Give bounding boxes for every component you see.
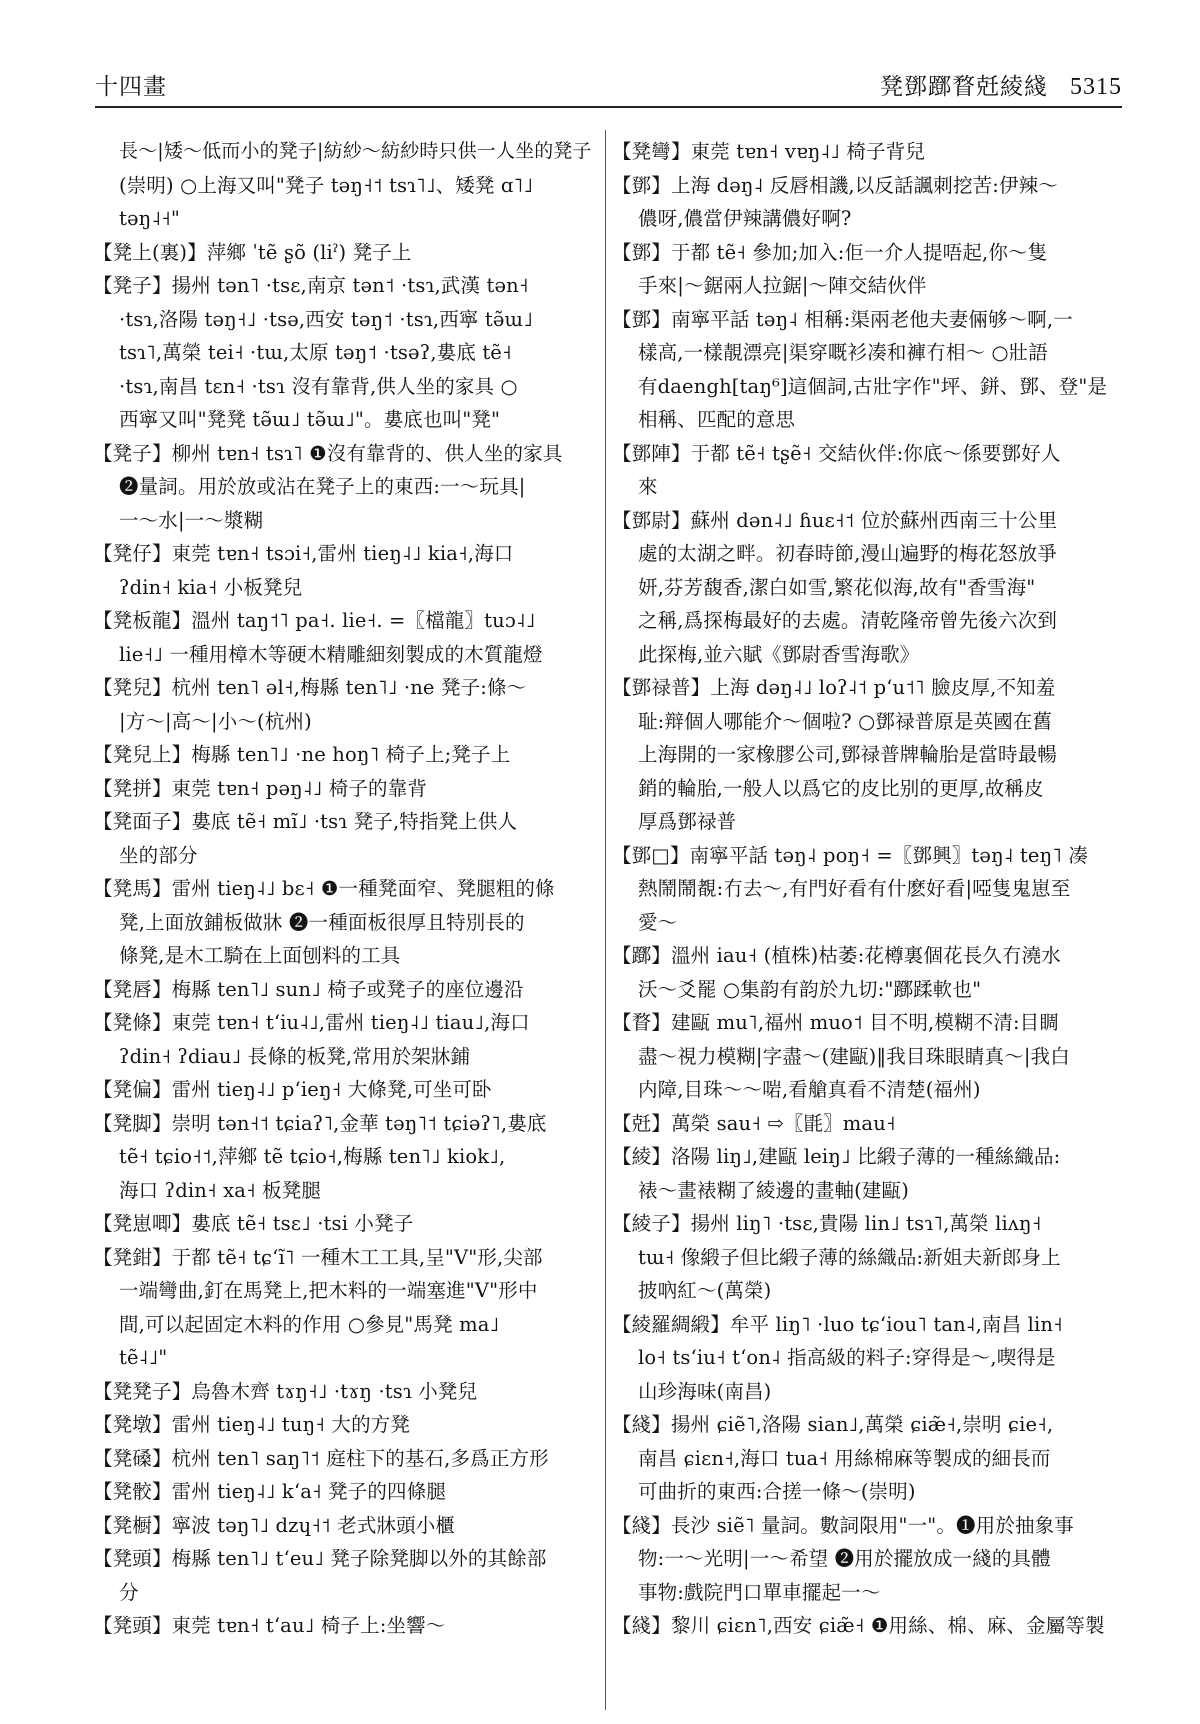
entry-continuation-line: 盡～視力模糊|字盡～(建甌)‖我目珠眼睛真～|我白 — [638, 1044, 1070, 1068]
entry-line: 【綫】揚州 ɕiẽ˥,洛陽 sian˩,萬榮 ɕiæ̃˧,崇明 ɕie˧, — [612, 1413, 1054, 1436]
entry-continuation-line: 有daengh[taŋ⁶]這個詞,古壯字作"坪、鉼、鄧、登"是 — [638, 374, 1108, 398]
entry-continuation-line: 上海開的一家橡膠公司,鄧禄普牌輪胎是當時最暢 — [638, 743, 1057, 766]
entry-continuation-line: ·tsɿ,洛陽 təŋ˧˩ ·tsə,西安 təŋ˦ ·tsɿ,西寧 tə̃ɯ˩ — [119, 307, 533, 331]
entry-continuation-line: 間,可以起固定木料的作用 ○參見"馬凳 ma˩ — [119, 1312, 500, 1336]
entry-line: 【凳板龍】溫州 taŋ˦˥ pa˧. lie˧. =〖檔龍〗tuɔ˨˩ — [93, 609, 536, 632]
entry-continuation-line: 西寧又叫"凳凳 tə̃ɯ˩ tə̃ɯ˩"。婁底也叫"凳" — [119, 408, 501, 431]
entry-line: 【鄧陣】于都 tẽ˧ tʂẽ˧ 交結伙伴:你底～係要鄧好人 — [612, 441, 1061, 465]
entry-line: 【綫】黎川 ɕiɛn˥,西安 ɕiæ̃˧ ❶用絲、棉、麻、金屬等製 — [612, 1614, 1105, 1637]
entry-continuation-line: ʔdin˧ kia˧ 小板凳兒 — [119, 575, 303, 599]
entry-line: 【鄧□】南寧平話 təŋ˨ poŋ˧ =〖鄧興〗təŋ˨ teŋ˥ 凑 — [612, 843, 1089, 867]
entry-continuation-line: 可曲折的東西:合搓一條～(崇明) — [638, 1480, 916, 1503]
entry-continuation-line: ʔdin˧ ʔdiau˩ 長條的板凳,常用於架牀鋪 — [119, 1044, 471, 1068]
page-number: 5315 — [1070, 74, 1122, 100]
entry-continuation-line: ❷量詞。用於放或沾在凳子上的東西:一～玩具| — [119, 475, 526, 498]
entry-line: 【凳凳子】烏魯木齊 tɤŋ˧˩ ·tɤŋ ·tsɿ 小凳兒 — [93, 1379, 478, 1403]
entry-line: 【凳頭】東莞 tɐn˧ tʻau˩ 椅子上:坐響～ — [93, 1614, 446, 1637]
entry-line: 【鄧】于都 tẽ˧ 參加;加入:佢一介人提唔起,你～隻 — [612, 240, 1048, 264]
entry-continuation-line: 愛～ — [638, 910, 678, 934]
entry-continuation-line: 海口 ʔdin˧ xa˧ 板凳腿 — [119, 1178, 322, 1202]
entry-line: 【凳上(裏)】萍鄉 ˈtẽ ʂõ (liˀ) 凳子上 — [93, 240, 412, 264]
entry-continuation-line: tẽ˧ tɕio˧˦,萍鄉 tẽ tɕio˧,梅縣 ten˥˩ kiok˩, — [119, 1145, 506, 1168]
entry-continuation-line: 凳,上面放鋪板做牀 ❷一種面板很厚且特別長的 — [119, 910, 525, 934]
entry-line: 【凳脚】崇明 tən˧˦ tɕiaʔ˥,金華 təŋ˥˦ tɕiəʔ˥,婁底 — [93, 1111, 547, 1135]
entry-continuation-line: 事物:戲院門口單車擺起一～ — [638, 1580, 881, 1604]
entry-line: 【凳唇】梅縣 ten˥˩ sun˩ 椅子或凳子的座位邊沿 — [93, 977, 524, 1001]
entry-continuation-line: lie˧˩ 一種用樟木等硬木精雕細刻製成的木質龍燈 — [119, 642, 543, 666]
entry-continuation-line: 耻:辩個人哪能介～個啦? ○鄧禄普原是英國在舊 — [638, 709, 1053, 733]
entry-line: 【䠬】溫州 iau˧ (植株)枯萎:花樽裏個花長久冇澆水 — [612, 944, 1061, 967]
entry-continuation-line: 熱鬧鬧覩:冇去～,有門好看有什麽好看|啞隻鬼崽至 — [638, 877, 1071, 900]
entry-line: 【凳條】東莞 tɐn˧ tʻiu˨˩,雷州 tieŋ˨˩ tiau˩,海口 — [93, 1011, 530, 1034]
entry-line: 【凳骹】雷州 tieŋ˨˩ kʻa˧ 凳子的四條腿 — [93, 1480, 447, 1503]
entry-continuation-line: 裱～畫裱糊了綾邊的畫軸(建甌) — [638, 1178, 909, 1202]
entry-line: 【凳兒上】梅縣 ten˥˩ ·ne hoŋ˥ 椅子上;凳子上 — [93, 743, 511, 766]
entry-line: 【凳拼】東莞 tɐn˧ pəŋ˨˩ 椅子的靠背 — [93, 776, 427, 800]
entry-continuation-line: 南昌 ɕiɛn˧,海口 tua˧ 用絲棉麻等製成的細長而 — [638, 1446, 1051, 1470]
entry-line: 【兛】萬榮 sau˧ ⇨〖毷〗mau˧ — [612, 1111, 896, 1135]
entry-line: 【凳子】揚州 tən˥ ·tsɛ,南京 tən˦ ·tsɿ,武漢 tən˧ — [93, 274, 529, 297]
entry-continuation-line: 銷的輪胎,一般人以爲它的皮比别的更厚,故稱皮 — [638, 776, 1044, 800]
column-divider — [605, 130, 606, 1710]
entry-continuation-line: 長～|矮～低而小的凳子|紡紗～紡紗時只供一人坐的凳子 — [119, 140, 592, 162]
entry-continuation-line: 之稱,爲探梅最好的去處。清乾隆帝曾先後六次到 — [638, 609, 1057, 632]
entry-continuation-line: 此探梅,並六賦《鄧尉香雪海歌》 — [638, 642, 920, 666]
entry-line: 【凳彎】東莞 tɐn˧ vɐŋ˨˩ 椅子背兒 — [612, 140, 925, 163]
entry-continuation-line: 條凳,是木工騎在上面刨料的工具 — [119, 944, 401, 967]
entry-continuation-line: 披吶紅～(萬榮) — [638, 1279, 772, 1302]
entry-continuation-line: 内障,目珠～～啱,看艙真看不清楚(福州) — [638, 1078, 981, 1101]
entry-continuation-line: 儂呀,儂當伊辣講儂好啊? — [638, 207, 852, 230]
running-header — [95, 62, 1122, 102]
entry-line: 【綾子】揚州 liŋ˥ ·tsɛ,貴陽 lin˩ tsɿ˥,萬榮 liʌŋ˧ — [612, 1212, 1042, 1235]
entry-line: 【凳頭】梅縣 ten˥˩ tʻeu˩ 凳子除凳脚以外的其餘部 — [93, 1547, 547, 1570]
entry-continuation-line: 來 — [638, 475, 658, 498]
entry-line: 【鄧】上海 dəŋ˨ 反唇相譏,以反話諷刺挖苦:伊辣～ — [612, 173, 1058, 197]
entry-line: 【綾羅綢緞】牟平 liŋ˥ ·luo tɕʻiou˥ tan˨,南昌 lin˧ — [612, 1312, 1063, 1336]
entry-continuation-line: 妍,芬芳馥香,潔白如雪,繁花似海,故有"香雪海" — [638, 575, 1036, 599]
entry-continuation-line: tsɿ˥,萬榮 tei˧ ·tɯ,太原 təŋ˦ ·tsəʔ,婁底 tẽ˧ — [119, 341, 512, 364]
right-column — [612, 135, 1124, 1643]
entry-continuation-line: tẽ˨˩" — [119, 1346, 168, 1369]
header-rule — [95, 106, 1122, 108]
page-heading — [880, 68, 1122, 101]
entry-line: 【凳墩】雷州 tieŋ˨˩ tuŋ˧ 大的方凳 — [93, 1413, 411, 1436]
left-column — [93, 135, 598, 1643]
entry-continuation-line: 手來|～鋸兩人拉鋸|～陣交結伙伴 — [638, 274, 927, 297]
entry-line: 【鄧尉】蘇州 dən˨˩ ɦuɛ˧˦ 位於蘇州西南三十公里 — [612, 508, 1058, 532]
entry-continuation-line: ·tsɿ,南昌 tɛn˧ ·tsɿ 沒有靠背,供人坐的家具 ○ — [119, 374, 518, 398]
entry-continuation-line: (崇明) ○上海又叫"凳子 təŋ˧˦ tsɿ˥˩、矮凳 ɑ˥˩ — [119, 173, 534, 197]
entry-line: 【鄧禄普】上海 dəŋ˨˩ loʔ˨˦ pʻu˦˥ 臉皮厚,不知羞 — [612, 676, 1056, 699]
entry-continuation-line: 沃～爻罷 ○集韵有韵於九切:"䠬蹂軟也" — [638, 977, 982, 1001]
section-title: 十四畫 — [95, 74, 167, 100]
entry-continuation-line: 相稱、匹配的意思 — [638, 408, 796, 431]
entry-continuation-line: 樣高,一樣靚漂亮|渠穿嘅衫凑和褲冇相～ ○壯語 — [638, 341, 1048, 364]
entry-continuation-line: |方～|高～|小～(杭州) — [119, 709, 312, 733]
entry-line: 【凳兒】杭州 ten˥ əl˧,梅縣 ten˥˩ ·ne 凳子:條～ — [93, 676, 527, 699]
entry-line: 【凳子】柳州 tɐn˧ tsɿ˥ ❶沒有靠背的、供人坐的家具 — [93, 441, 563, 465]
entry-line: 【綫】長沙 siẽ˥ 量詞。數詞限用"一"。❶用於抽象事 — [612, 1513, 1074, 1537]
entry-line: 【凳馬】雷州 tieŋ˨˩ bɛ˧ ❶一種凳面窄、凳腿粗的條 — [93, 877, 555, 900]
entry-line: 【凳橱】寧波 təŋ˥˩ dzɥ˧˦ 老式牀頭小櫃 — [93, 1513, 456, 1537]
entry-line: 【凳磉】杭州 ten˥ saŋ˥˦ 庭柱下的基石,多爲正方形 — [93, 1446, 549, 1470]
entry-line: 【凳偏】雷州 tieŋ˨˩ pʻieŋ˧ 大條凳,可坐可卧 — [93, 1078, 492, 1101]
entry-line: 【凳崽唧】婁底 tẽ˧ tsɛ˩ ·tsi 小凳子 — [93, 1212, 414, 1235]
entry-continuation-line: 分 — [119, 1580, 139, 1604]
entry-line: 【凳仔】東莞 tɐn˧ tsɔi˧,雷州 tieŋ˨˩ kia˧,海口 — [93, 542, 514, 565]
entry-continuation-line: 處的太湖之畔。初春時節,漫山遍野的梅花怒放爭 — [638, 542, 1057, 565]
entry-line: 【鄧】南寧平話 təŋ˨ 相稱:渠兩老他夫妻倆够～啊,一 — [612, 307, 1073, 331]
entry-continuation-line: 一端彎曲,釘在馬凳上,把木料的一端塞進"V"形中 — [119, 1279, 538, 1302]
entry-continuation-line: təŋ˨˧" — [119, 207, 181, 230]
entry-line: 【凳面子】婁底 tẽ˧ mĩ˩ ·tsɿ 凳子,特指凳上供人 — [93, 810, 518, 833]
entry-continuation-line: tɯ˧ 像緞子但比緞子薄的絲織品:新姐夫新郎身上 — [638, 1245, 1061, 1269]
entry-continuation-line: 山珍海味(南昌) — [638, 1379, 772, 1403]
entry-continuation-line: 一～水|一～漿糊 — [119, 508, 264, 532]
entry-line: 【綾】洛陽 liŋ˩,建甌 leiŋ˩ 比緞子薄的一種絲織品: — [612, 1145, 1061, 1168]
entry-continuation-line: 坐的部分 — [119, 843, 198, 867]
entry-continuation-line: lo˧ tsʻiu˧ tʻon˨ 指高級的料子:穿得是～,喫得是 — [638, 1346, 1056, 1369]
entry-continuation-line: 厚爲鄧禄普 — [638, 810, 737, 833]
entry-line: 【瞀】建甌 mu˥,福州 muo˦ 目不明,模糊不清:目睭 — [612, 1011, 1059, 1034]
entry-line: 【凳鉗】于都 tẽ˧ tɕʻĩ˥ 一種木工工具,呈"V"形,尖部 — [93, 1245, 543, 1269]
headword-range: 凳鄧䠬瞀兛綾綫 — [880, 74, 1048, 100]
entry-continuation-line: 物:一～光明|一～希望 ❷用於擺放成一綫的具體 — [638, 1547, 1051, 1570]
